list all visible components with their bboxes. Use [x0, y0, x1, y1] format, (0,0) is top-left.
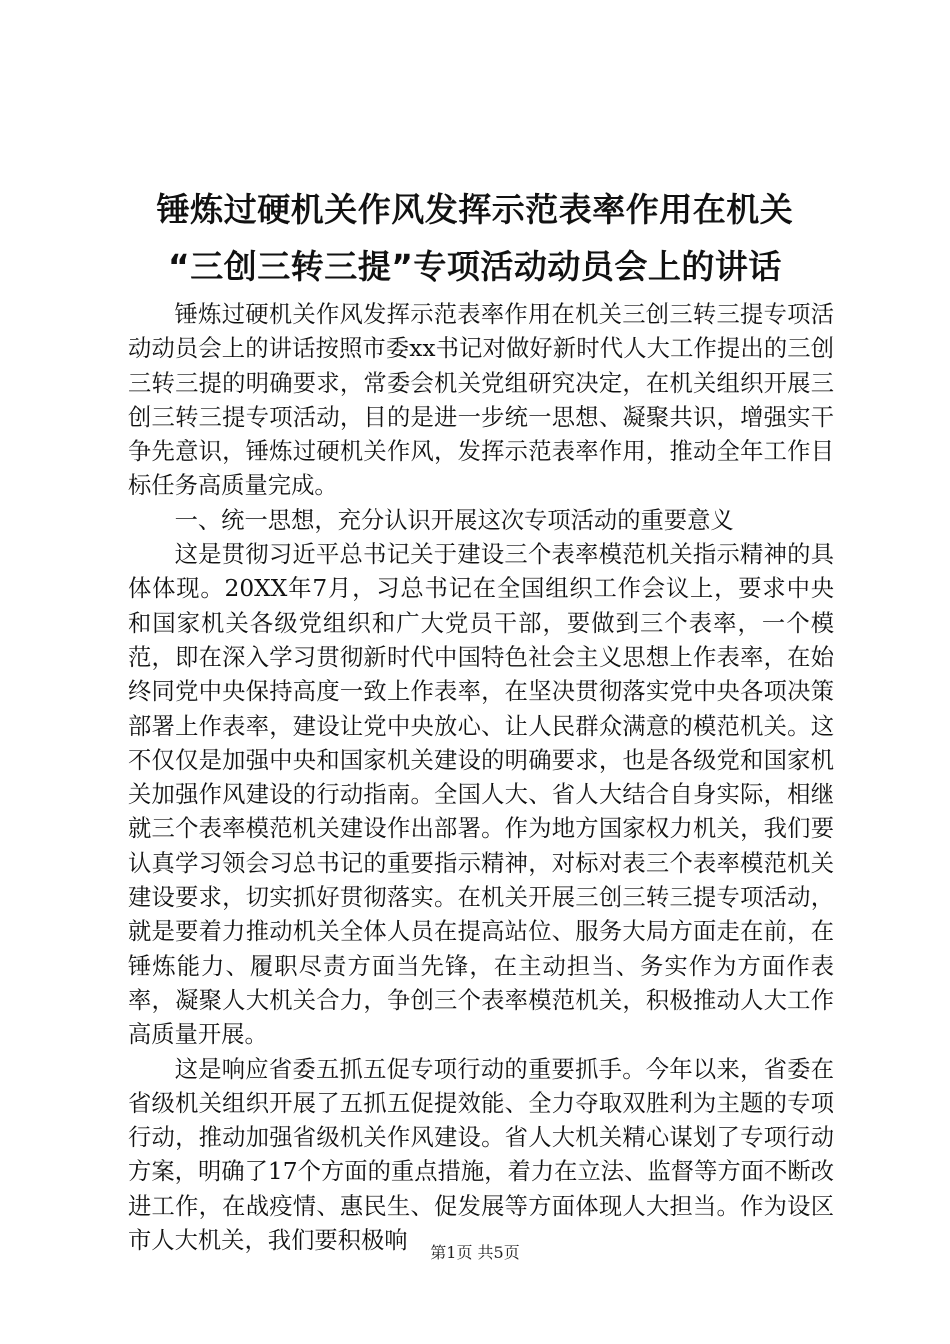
section-heading-1: 一、统一思想，充分认识开展这次专项活动的重要意义 [174, 506, 734, 534]
paragraph-section-1-point-1: 这是贯彻习近平总书记关于建设三个表率模范机关指示精神的具体体现。20XX年7月，习总书记在全国组织工作会议上，要求中央和国家机关各级党组织和广大党员干部，要做到三个表率，一个模范，即在深入学习贯彻新时代中国特色社会主义思想上作表率，在始终同党中央保持高度一致上作表率，在坚决贯彻落实党中央各项决策部署上作表率，建设让党中央放心、让人民群众满意的模范机关。这不仅仅是加强中央和国家机关建设的明确要求，也是各级党和国家机关加强作风建设的行动指南。全国人大、省人大结合自身实际，相继就三个表率模范机关建设作出部署。作为地方国家权力机关，我们要认真学习领会习总书记的重要指示精神，对标对表三个表率模范机关建设要求，切实抓好贯彻落实。在机关开展三创三转三提专项活动，就是要着力推动机关全体人员在提高站位、服务大局方面走在前，在锤炼能力、履职尽责方面当先锋，在主动担当、务实作为方面作表率，凝聚人大机关合力，争创三个表率模范机关，积极推动人大工作高质量开展。 [128, 541, 834, 1049]
paragraph-intro: 锤炼过硬机关作风发挥示范表率作用在机关三创三转三提专项活动动员会上的讲话按照市委xx书记对做好新时代人大工作提出的三创三转三提的明确要求，常委会机关党组研究决定，在机关组织开展三创三转三提专项活动，目的是进一步统一思想、凝聚共识，增强实干争先意识，锤炼过硬机关作风，发挥示范表率作用，推动全年工作目标任务高质量完成。 [128, 301, 834, 500]
document-body [128, 298, 834, 1258]
document-title-line-1: 锤炼过硬机关作风发挥示范表率作用在机关 [156, 190, 794, 229]
document-title-line-2: “三创三转三提”专项活动动员会上的讲话 [168, 247, 782, 286]
paragraph-section-1-point-2: 这是响应省委五抓五促专项行动的重要抓手。今年以来，省委在省级机关组织开展了五抓五促提效能、全力夺取双胜利为主题的专项行动，推动加强省级机关作风建设。省人大机关精心谋划了专项行动方案，明确了17个方面的重点措施，着力在立法、监督等方面不断改进工作，在战疫情、惠民生、促发展等方面体现人大担当。作为设区市人大机关，我们要积极响 [128, 1055, 834, 1255]
page-footer: 第1页 共5页 [430, 1243, 520, 1262]
